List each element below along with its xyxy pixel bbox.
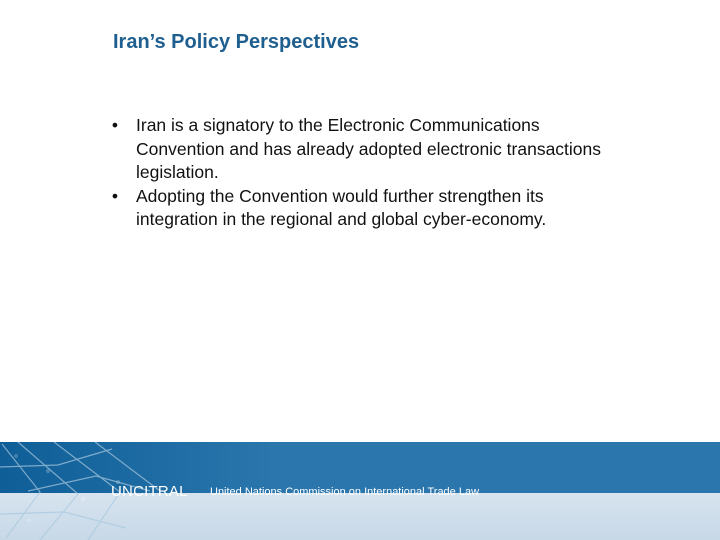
- bullet-marker: •: [111, 185, 119, 206]
- footer-banner: [0, 442, 720, 540]
- bullet-text-signatory: Iran is a signatory to the Electronic Communications Convention and has already adopted electronic transactions legislation.: [136, 115, 602, 182]
- bullet-text-integration: Adopting the Convention would further strengthen its integration in the regional and global cyber-economy.: [136, 185, 547, 229]
- footer-brand: UNCITRAL: [111, 483, 188, 500]
- bullet-item-signatory: [108, 114, 628, 185]
- bullet-list: [108, 114, 628, 232]
- bullet-marker: •: [111, 115, 119, 135]
- footer-full-name: United Nations Commission on International Trade Law: [210, 486, 480, 498]
- slide-title: Iran’s Policy Perspectives: [113, 31, 360, 53]
- bullet-item-integration: [108, 185, 628, 232]
